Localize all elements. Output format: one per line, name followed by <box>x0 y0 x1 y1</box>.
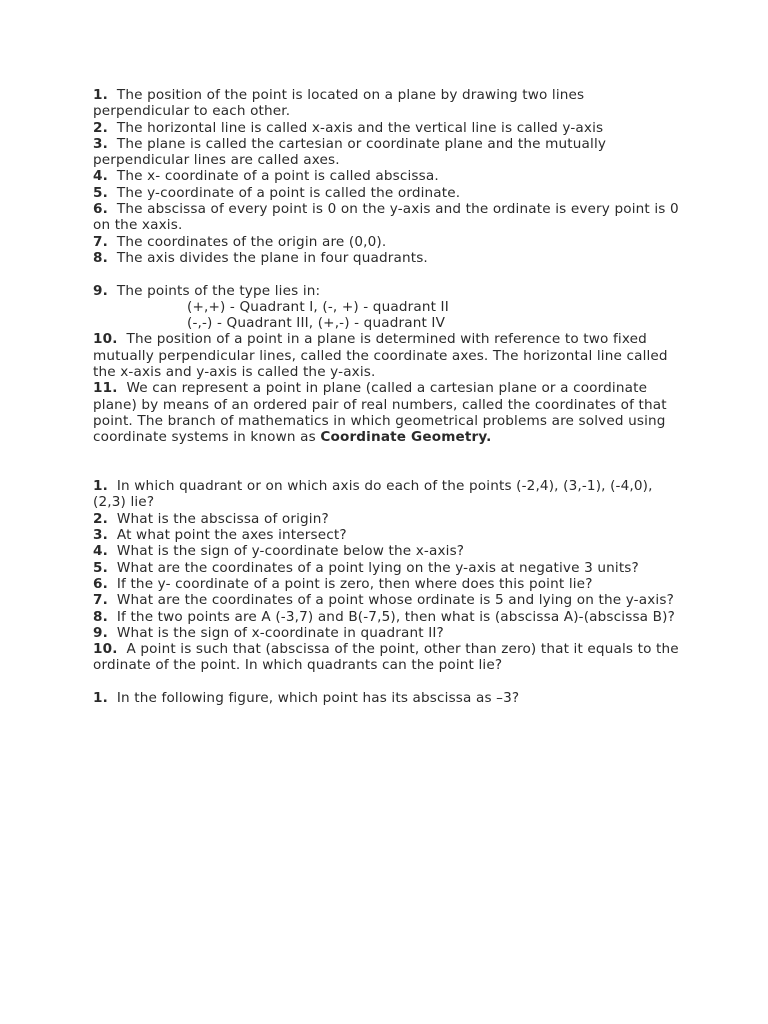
item-text: At what point the axes intersect? <box>116 527 347 544</box>
item-text: The y-coordinate of a point is called the ordinate. <box>116 184 461 201</box>
item-text: The horizontal line is called x-axis and the vertical line is called y-axis <box>116 119 604 136</box>
item-text: What are the coordinates of a point lying on the y-axis at negative 3 units? <box>116 559 639 576</box>
note-item <box>93 234 683 250</box>
item-number: 7. <box>93 233 108 250</box>
note-item <box>93 87 683 120</box>
item-text: The points of the type lies in: <box>116 282 321 299</box>
spacer <box>93 446 683 479</box>
item-number: 1. <box>93 478 108 495</box>
quadrant-rule-line: (-,-) - Quadrant III, (+,-) - quadrant IV <box>187 315 446 332</box>
item-number: 8. <box>93 608 108 625</box>
item-text: What is the sign of x-coordinate in quadrant II? <box>116 624 444 641</box>
term-coordinate-geometry: Coordinate Geometry. <box>320 429 492 446</box>
item-number: 7. <box>93 592 108 609</box>
item-number: 10. <box>93 331 118 348</box>
note-item <box>93 136 683 169</box>
document-page <box>93 87 683 706</box>
item-text: The axis divides the plane in four quadrants. <box>116 249 428 266</box>
item-number: 5. <box>93 184 108 201</box>
item-number: 8. <box>93 249 108 266</box>
spacer <box>93 266 683 282</box>
item-number: 2. <box>93 119 108 136</box>
note-item <box>93 185 683 201</box>
question-item <box>93 592 683 608</box>
question-item <box>93 560 683 576</box>
quadrant-rule-line: (+,+) - Quadrant I, (-, +) - quadrant II <box>187 298 449 315</box>
note-item <box>93 120 683 136</box>
note-item <box>93 331 683 380</box>
item-number: 6. <box>93 201 108 218</box>
note-item <box>93 283 683 299</box>
item-number: 1. <box>93 87 108 103</box>
item-text: If the y- coordinate of a point is zero, then where does this point lie? <box>116 575 593 592</box>
item-number: 4. <box>93 543 108 560</box>
item-number: 10. <box>93 641 118 658</box>
spacer <box>93 674 683 690</box>
item-text: What are the coordinates of a point whose ordinate is 5 and lying on the y-axis? <box>116 592 674 609</box>
item-number: 9. <box>93 282 108 299</box>
item-text: The abscissa of every point is 0 on the y-axis and the ordinate is every point is 0 on the xaxis. <box>93 201 679 234</box>
item-number: 11. <box>93 380 118 397</box>
notes-section <box>93 87 683 446</box>
item-text: What is the abscissa of origin? <box>116 510 329 527</box>
item-number: 9. <box>93 624 108 641</box>
item-text: In which quadrant or on which axis do each of the points (-2,4), (3,-1), (-4,0), (2,3) lie? <box>93 478 653 511</box>
question-item <box>93 609 683 625</box>
item-text: The x- coordinate of a point is called abscissa. <box>116 168 439 185</box>
question-item <box>93 478 683 511</box>
question-item <box>93 511 683 527</box>
item-number: 1. <box>93 689 108 706</box>
item-number: 6. <box>93 575 108 592</box>
question-item <box>93 690 683 706</box>
note-item <box>93 250 683 266</box>
item-text: The position of the point is located on a plane by drawing two lines perpendicular to each other. <box>93 87 585 120</box>
questions-section <box>93 478 683 674</box>
item-number: 3. <box>93 527 108 544</box>
item-text: A point is such that (abscissa of the point, other than zero) that it equals to the ordinate of the point. In which quadrants can the point lie? <box>93 641 679 674</box>
item-number: 2. <box>93 510 108 527</box>
item-text: In the following figure, which point has its abscissa as –3? <box>116 689 520 706</box>
item-text: What is the sign of y-coordinate below the x-axis? <box>116 543 465 560</box>
figure-question-section <box>93 690 683 706</box>
question-item <box>93 543 683 559</box>
item-text: The position of a point in a plane is determined with reference to two fixed mutually perpendicular lines, called the coordinate axes. The horizontal line called the x-axis and y-axis is called the y-axis. <box>93 331 668 381</box>
item-text: The coordinates of the origin are (0,0). <box>116 233 387 250</box>
question-item <box>93 576 683 592</box>
question-item <box>93 625 683 641</box>
item-number: 3. <box>93 135 108 152</box>
item-number: 4. <box>93 168 108 185</box>
question-item <box>93 527 683 543</box>
item-text: If the two points are A (-3,7) and B(-7,5), then what is (abscissa A)-(abscissa B)? <box>116 608 675 625</box>
item-number: 5. <box>93 559 108 576</box>
item-text: The plane is called the cartesian or coordinate plane and the mutually perpendicular lines are called axes. <box>93 135 607 169</box>
note-item <box>93 380 683 445</box>
item-text: We can represent a point in plane (called a cartesian plane or a coordinate plane) by means of an ordered pair of real numbers, called the coordinates of that point. The branch of mathematics in which geometrical problems are solved using coordinate systems in known as <box>93 380 667 446</box>
question-item <box>93 641 683 674</box>
note-item <box>93 168 683 184</box>
note-item <box>93 201 683 234</box>
